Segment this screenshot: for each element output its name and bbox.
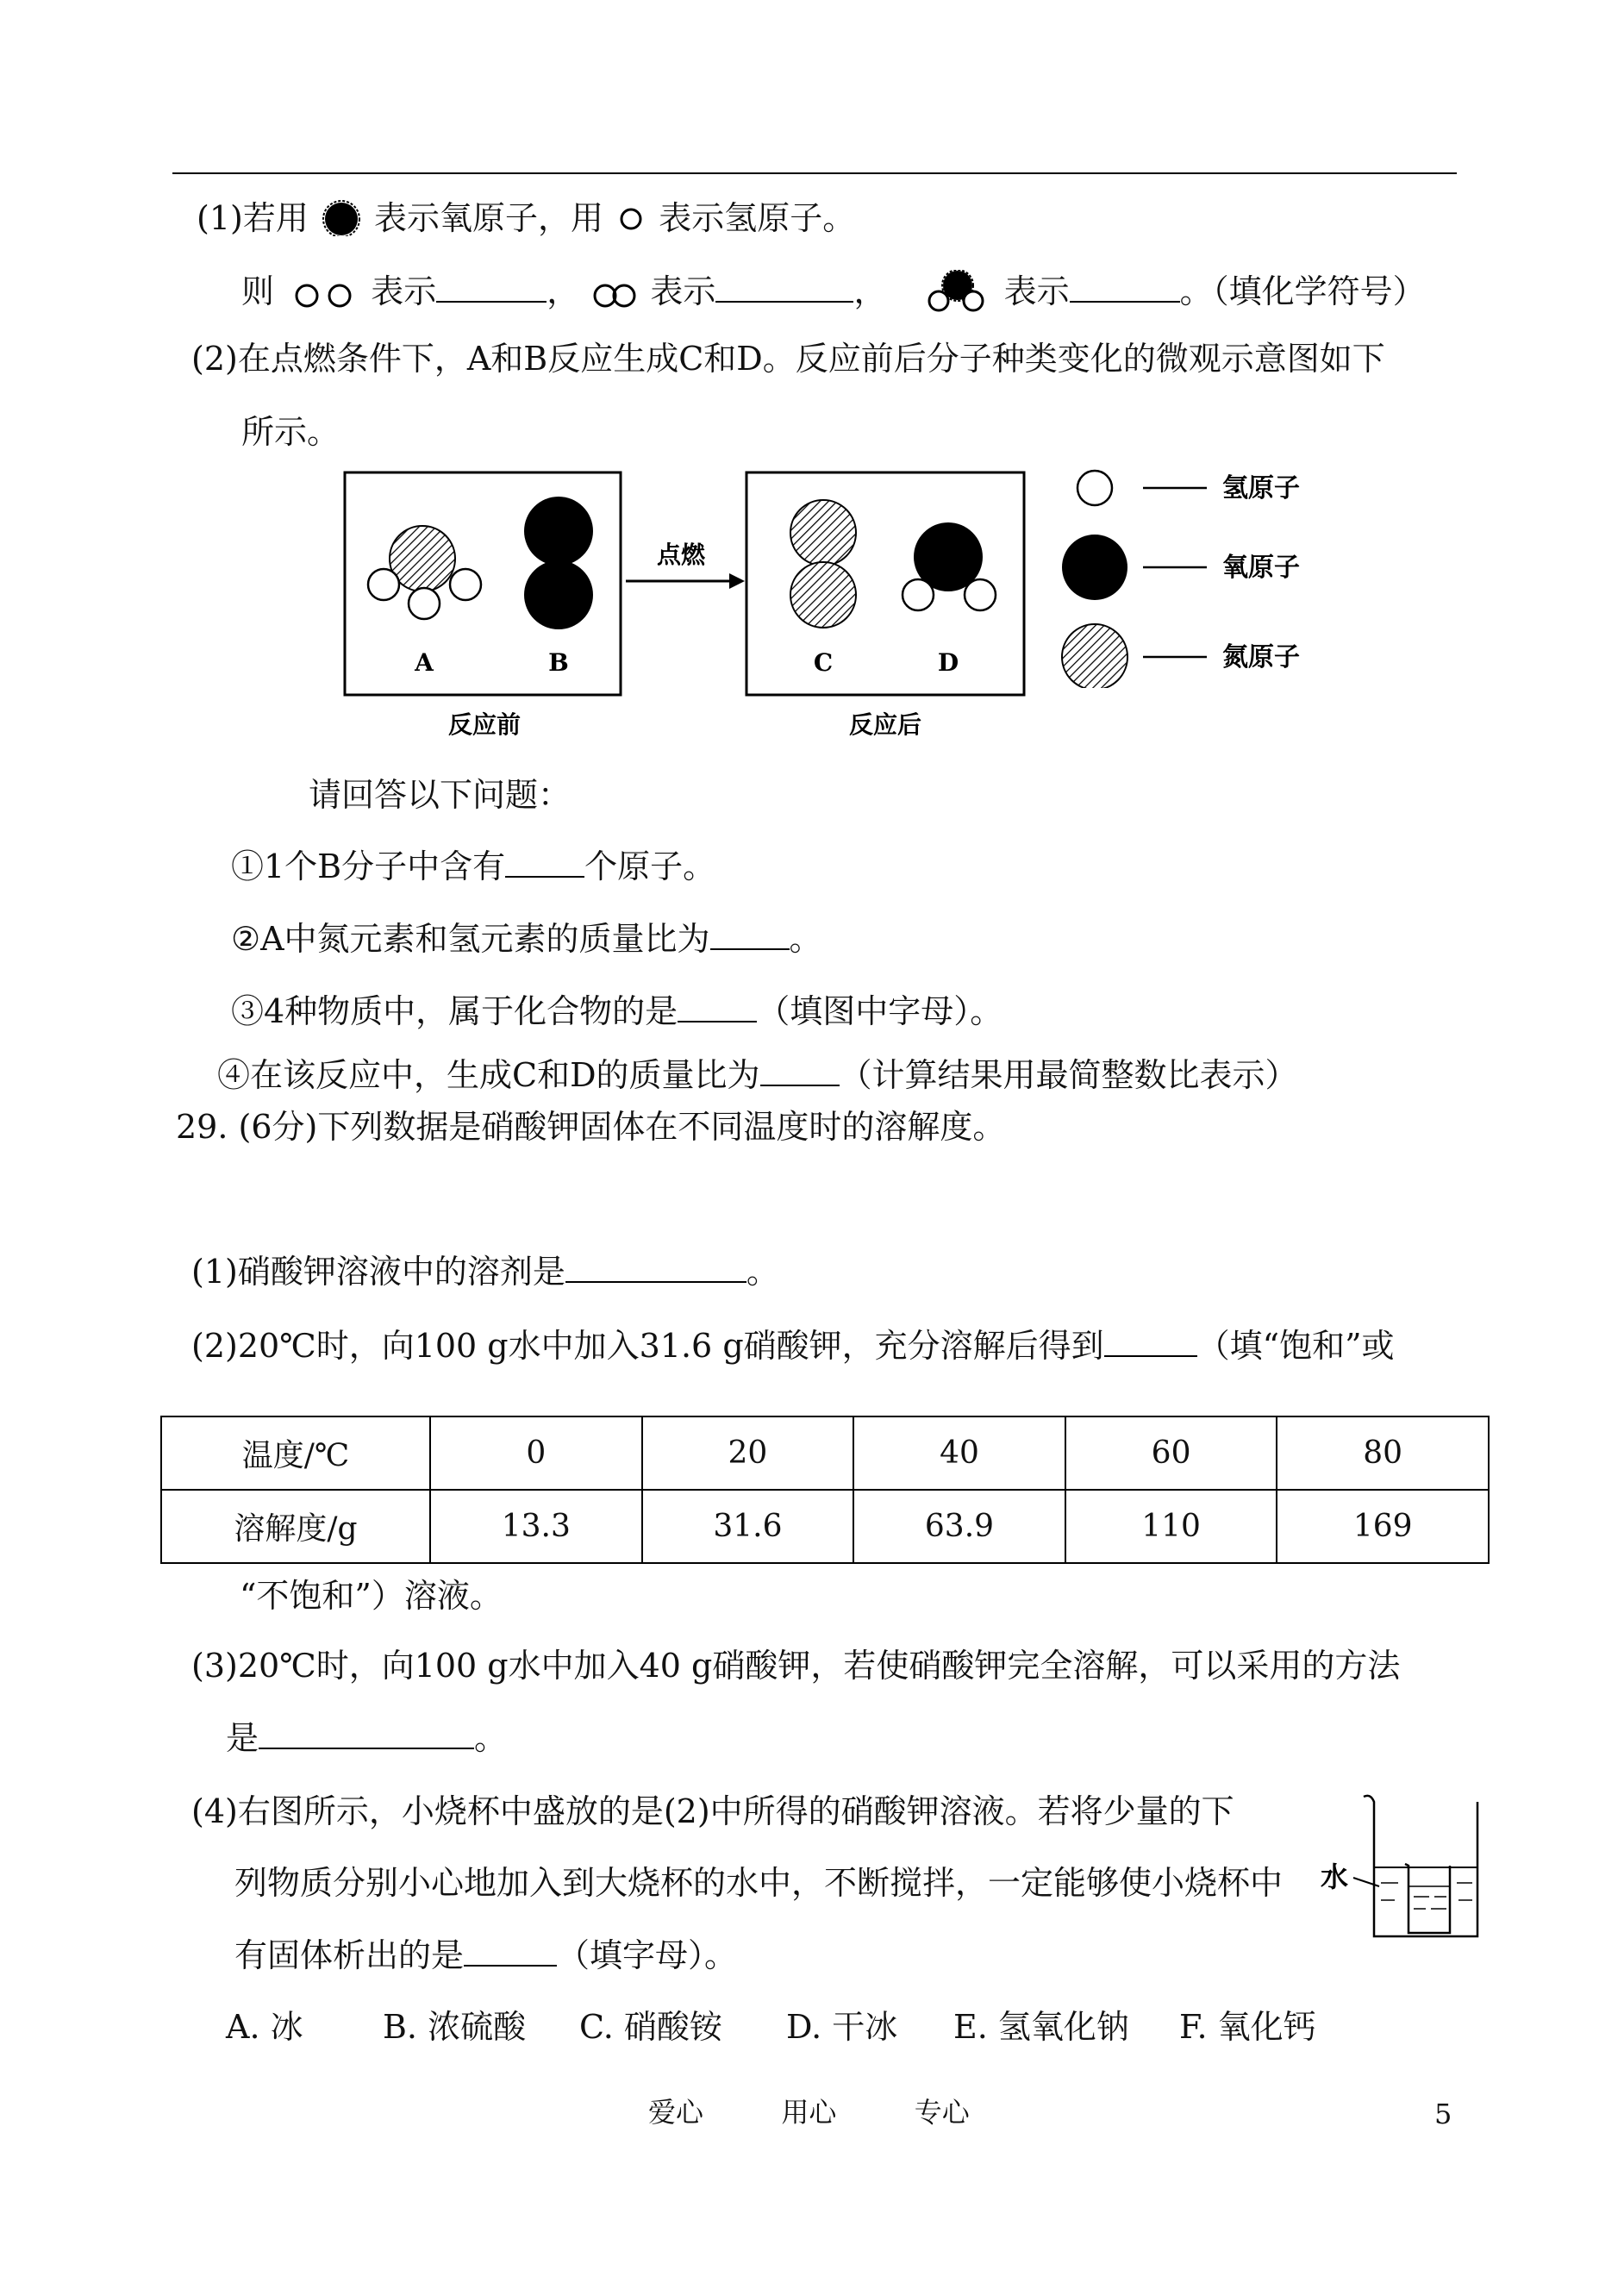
q2-sub1-b: 个原子。 (584, 847, 716, 885)
water-molecule-icon (923, 270, 994, 313)
legend-nitrogen-label: 氮原子 (1222, 642, 1300, 672)
answer-blank-3[interactable] (1070, 275, 1180, 303)
answer-blank-q29-1[interactable] (565, 1255, 746, 1283)
q1-sep1: ， (547, 272, 580, 310)
q29-p3-b: 是 (226, 1719, 259, 1757)
q29-p1-b: 。 (746, 1253, 779, 1291)
answer-blank-1[interactable] (436, 275, 547, 303)
q29-part4-line1: (4)右图所示，小烧杯中盛放的是(2)中所得的硝酸钾溶液。若将少量的下 (191, 1792, 1234, 1830)
table-cell: 20 (642, 1416, 854, 1490)
q1-end: 。（填化学符号） (1179, 272, 1426, 310)
footer-motto-2: 用心 (781, 2096, 837, 2129)
q1-text-b: 表示氧原子，用 (374, 199, 604, 237)
q1-line1 (197, 198, 855, 236)
legend-hydrogen-icon (1077, 471, 1112, 505)
label-C: C (813, 648, 834, 677)
q2-sub3 (231, 992, 1003, 1030)
q29-part4-line3 (234, 1936, 738, 1974)
q29-p2-b: （填“饱和”或 (1196, 1327, 1395, 1365)
option-a: A. 冰 (226, 2008, 303, 2046)
q2-sub1 (231, 847, 716, 885)
q29-part1 (191, 1253, 779, 1291)
table-cell: 40 (853, 1416, 1065, 1490)
large-beaker (1364, 1796, 1477, 1936)
before-caption: 反应前 (447, 710, 522, 739)
answer-blank-2[interactable] (715, 275, 853, 303)
option-d: D. 干冰 (786, 2008, 898, 2046)
two-hydrogen-atoms-icon (284, 273, 360, 311)
answer-blank-q29-4[interactable] (464, 1939, 557, 1967)
q29-p1-a: (1)硝酸钾溶液中的溶剂是 (191, 1253, 565, 1291)
answer-blank-sub2[interactable] (710, 922, 790, 950)
q2-sub2-a: ②A中氮元素和氢元素的质量比为 (231, 920, 710, 958)
q29-part2 (191, 1327, 1395, 1365)
option-f: F. 氧化钙 (1179, 2008, 1316, 2046)
page-number: 5 (1434, 2098, 1452, 2130)
table-cell: 80 (1277, 1416, 1489, 1490)
small-beaker (1405, 1864, 1450, 1933)
table-row-solubility (161, 1490, 1489, 1563)
q1-prefix: 则 (241, 272, 275, 310)
q2-intro-line1: (2)在点燃条件下，A和B反应生成C和D。反应前后分子种类变化的微观示意图如下 (191, 340, 1385, 378)
q1-sep2: ， (853, 272, 887, 310)
table-row-temperature (161, 1416, 1489, 1490)
q29-p2-a: (2)20℃时，向100 g水中加入31.6 g硝酸钾，充分溶解后得到 (191, 1327, 1104, 1365)
q29-p4-d: （填字母）。 (557, 1936, 738, 1974)
hydrogen-molecule-icon (590, 273, 640, 311)
option-c: C. 硝酸铵 (579, 2008, 722, 2046)
q1-text-c: 表示氢原子。 (659, 199, 856, 237)
q29-part3-cont (226, 1719, 508, 1757)
q29-p3-c: 。 (474, 1719, 508, 1757)
option-b: B. 浓硫酸 (383, 2008, 527, 2046)
label-D: D (937, 648, 959, 677)
table-header-solubility: 溶解度/g (161, 1490, 430, 1563)
label-A: A (415, 648, 434, 677)
q1-show2: 表示 (650, 272, 716, 310)
legend-hydrogen-label: 氢原子 (1222, 473, 1300, 503)
beaker-figure (1319, 1785, 1491, 1948)
q2-sub3-a: ③4种物质中，属于化合物的是 (231, 992, 678, 1030)
table-cell: 31.6 (642, 1490, 854, 1563)
q2-sub1-a: ①1个B分子中含有 (231, 847, 506, 885)
after-caption: 反应后 (848, 710, 922, 739)
q29-options (226, 2008, 1316, 2046)
q2-prompt: 请回答以下问题： (309, 776, 572, 814)
footer-motto-3: 专心 (914, 2096, 970, 2129)
q2-sub2-b: 。 (789, 920, 822, 958)
table-cell: 110 (1065, 1490, 1277, 1563)
q29-part2-cont: “不饱和”）溶液。 (240, 1577, 503, 1615)
molecule-D (903, 522, 996, 610)
arrow-head (729, 573, 745, 589)
header-rule (172, 172, 1457, 174)
q2-sub2 (231, 920, 822, 958)
oxygen-atom-icon (319, 198, 364, 236)
q1-show1: 表示 (371, 272, 437, 310)
table-cell: 60 (1065, 1416, 1277, 1490)
table-cell: 13.3 (430, 1490, 642, 1563)
q2-intro-line2: 所示。 (241, 413, 340, 451)
footer-motto (648, 2096, 970, 2129)
beaker-water-label: 水 (1321, 1860, 1349, 1893)
table-cell: 0 (430, 1416, 642, 1490)
q2-sub4-b: （计算结果用最简整数比表示） (839, 1056, 1298, 1094)
q29-title: 29. (6分)下列数据是硝酸钾固体在不同温度时的溶解度。 (176, 1108, 1006, 1146)
legend-oxygen-label: 氧原子 (1222, 553, 1300, 583)
molecule-C (790, 500, 856, 628)
arrow-label: 点燃 (656, 541, 706, 569)
table-cell: 63.9 (853, 1490, 1065, 1563)
q2-sub4 (217, 1056, 1298, 1094)
answer-blank-q29-3[interactable] (259, 1722, 474, 1749)
table-header-temperature: 温度/℃ (161, 1416, 430, 1490)
answer-blank-sub1[interactable] (505, 850, 584, 878)
footer-motto-1: 爱心 (648, 2096, 704, 2129)
q2-sub3-b: （填图中字母）。 (757, 992, 1003, 1030)
table-cell: 169 (1277, 1490, 1489, 1563)
answer-blank-q29-2[interactable] (1104, 1329, 1197, 1357)
molecule-A (368, 526, 481, 619)
reaction-diagram (336, 464, 1077, 748)
q1-line2 (241, 270, 1426, 313)
q29-part3: (3)20℃时，向100 g水中加入40 g硝酸钾，若使硝酸钾完全溶解，可以采用的方法 (191, 1647, 1401, 1685)
solubility-table (160, 1416, 1490, 1564)
legend-nitrogen-icon (1062, 624, 1127, 688)
q29-part4-line2: 列物质分别小心地加入到大烧杯的水中，不断搅拌，一定能够使小烧杯中 (234, 1864, 1284, 1902)
atom-legend (1052, 464, 1465, 688)
q29-p4-c: 有固体析出的是 (234, 1936, 465, 1974)
label-B: B (548, 648, 569, 677)
q1-show3: 表示 (1003, 272, 1070, 310)
q1-text-a: (1)若用 (197, 199, 309, 237)
molecule-B (524, 497, 593, 629)
answer-blank-sub3[interactable] (678, 995, 757, 1022)
option-e: E. 氢氧化钠 (953, 2008, 1129, 2046)
answer-blank-sub4[interactable] (760, 1059, 840, 1086)
legend-oxygen-icon (1062, 535, 1127, 600)
hydrogen-atom-icon (614, 200, 648, 235)
q2-sub4-a: ④在该反应中，生成C和D的质量比为 (217, 1056, 760, 1094)
